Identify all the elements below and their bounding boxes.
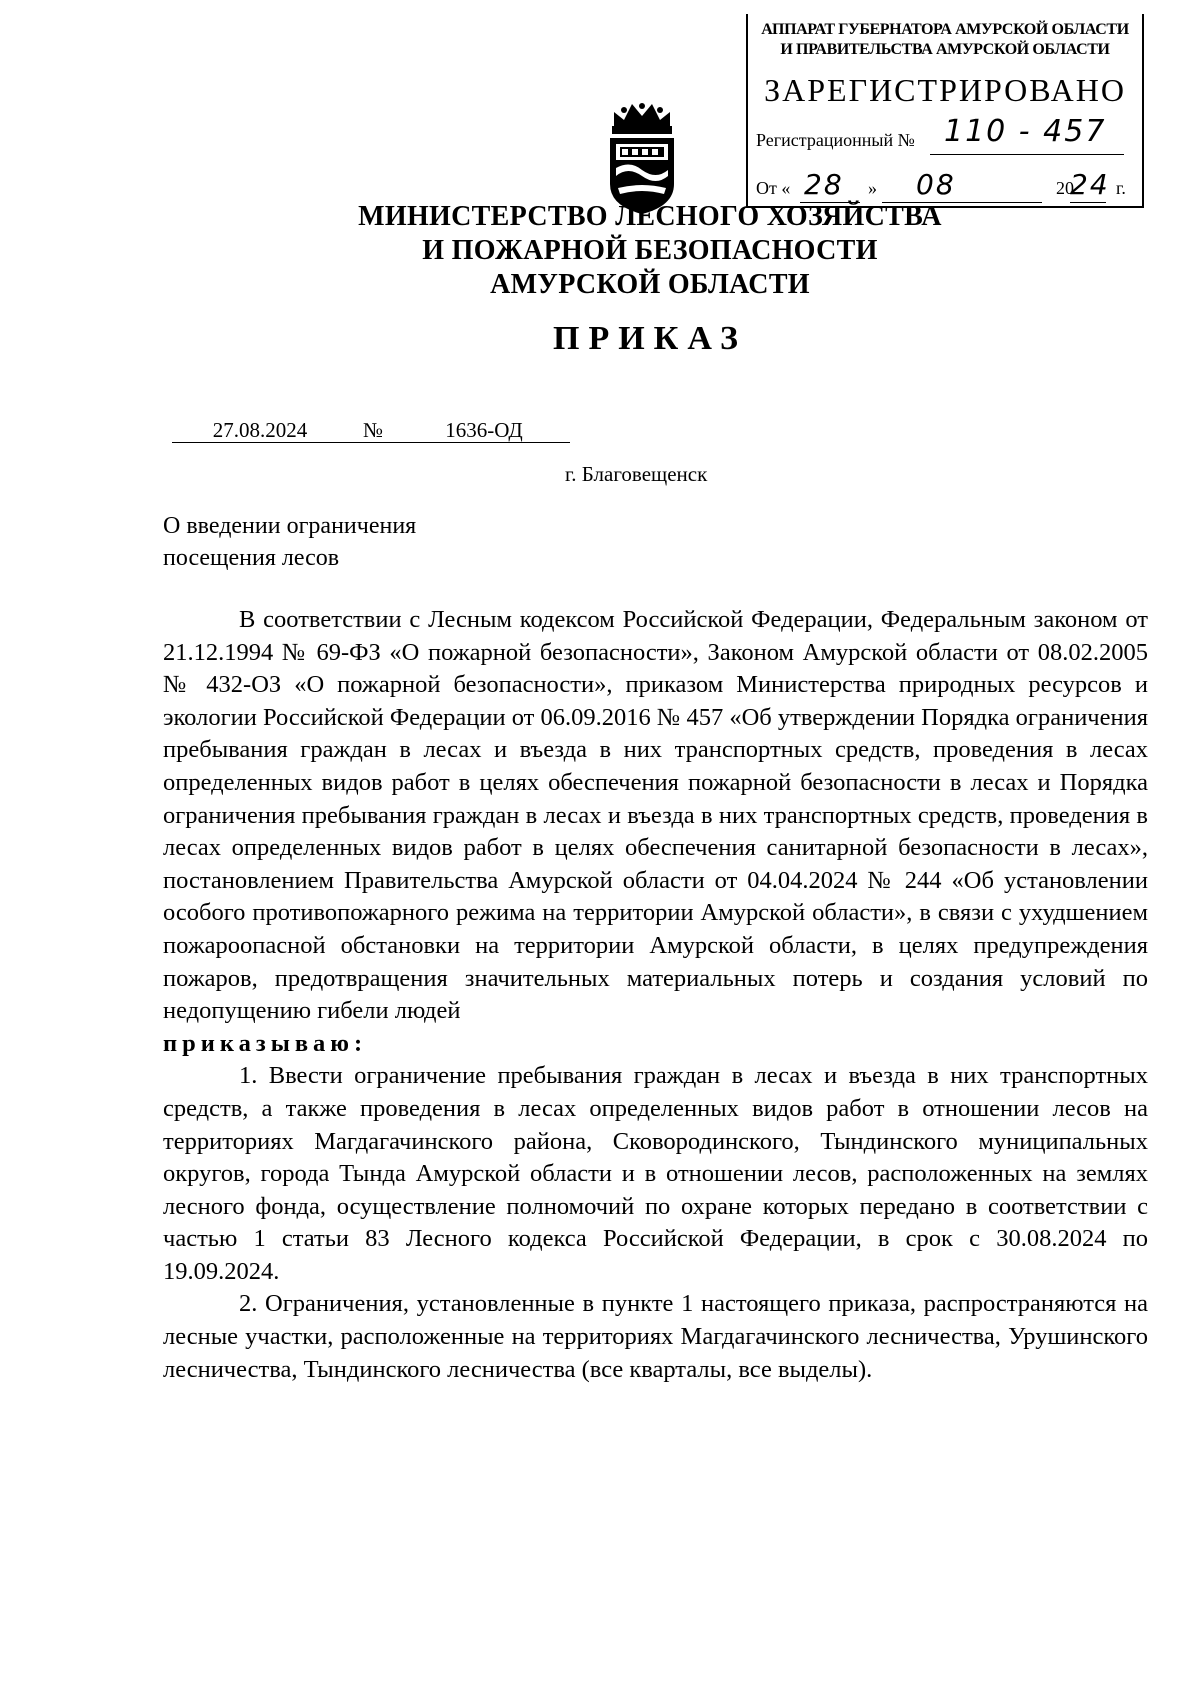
stamp-org-line1: АППАРАТ ГУБЕРНАТОРА АМУРСКОЙ ОБЛАСТИ bbox=[761, 21, 1129, 38]
stamp-date-from-label: От « bbox=[756, 178, 791, 198]
coat-of-arms-icon bbox=[600, 98, 684, 216]
preamble-paragraph: В соответствии с Лесным кодексом Российской Федерации, Федеральным законом от 21.12.1994 № 69-ФЗ «О пожарной безопасности», Законом Амурской области от 08.02.2005 № 432-ОЗ «О пожарной безопасности», приказом Министерства природных ресурсов и экологии Российской Федерации от 06.09.2016 № 457 «Об утверждении Порядка ограничения пребывания граждан в лесах и въезда в них транспортных средств, проведения в лесах определенных видов работ в целях обеспечения пожарной безопасности в лесах и Порядка ограничения пребывания граждан в лесах и въезда в них транспортных средств, проведения в лесах определенных видов работ в целях обеспечения санитарной безопасности в лесах», постановлением Правительства Амурской области от 04.04.2024 № 244 «Об установлении особого противопожарного режима на территории Амурской области», в связи с ухудшением пожароопасной обстановки на территории Амурской области, в целях предупреждения пожаров, предотвращения значительных материальных потерь и создания условий по недопущению гибели людей bbox=[163, 606, 1148, 1025]
stamp-date-sep: » bbox=[868, 178, 877, 198]
order-date: 27.08.2024 bbox=[172, 418, 348, 443]
ministry-line2: И ПОЖАРНОЙ БЕЗОПАСНОСТИ bbox=[422, 235, 878, 266]
subject-line1: О введении ограничения bbox=[163, 513, 417, 539]
ministry-line1: МИНИСТЕРСТВО ЛЕСНОГО ХОЗЯЙСТВА bbox=[358, 201, 942, 232]
item-1-paragraph: 1. Ввести ограничение пребывания граждан в лесах и въезда в них транспортных средств, а также проведения в лесах определенных видов работ в отношении лесов на территориях Магдагачинского района, Сковородинского, Тындинского муниципальных округов, города Тында Амурской области и в отношении лесов, расположенных на землях лесного фонда, осуществление полномочий по охране которых передано в соответствии с частью 1 статьи 83 Лесного кодекса Российской Федерации, в срок с 30.08.2024 по 19.09.2024. bbox=[163, 1062, 1148, 1285]
order-number-line bbox=[172, 418, 570, 443]
stamp-month-handwritten: 08 bbox=[916, 168, 956, 201]
stamp-reg-underline bbox=[930, 154, 1124, 155]
stamp-year-handwritten: 24 bbox=[1070, 168, 1110, 201]
stamp-reg-number-row bbox=[756, 130, 915, 151]
decree-word: приказываю: bbox=[163, 1029, 368, 1057]
ministry-heading bbox=[0, 200, 1200, 302]
order-number: 1636-ОД bbox=[398, 418, 570, 443]
ministry-line3: АМУРСКОЙ ОБЛАСТИ bbox=[490, 269, 810, 300]
stamp-org-line2: И ПРАВИТЕЛЬСТВА АМУРСКОЙ ОБЛАСТИ bbox=[780, 41, 1110, 58]
stamp-status: ЗАРЕГИСТРИРОВАНО bbox=[764, 72, 1126, 108]
registration-stamp bbox=[746, 14, 1144, 208]
order-body bbox=[163, 604, 1148, 1386]
subject-line2: посещения лесов bbox=[163, 545, 340, 571]
order-city: г. Благовещенск bbox=[565, 462, 708, 486]
stamp-year-prefix: 20 bbox=[1056, 178, 1074, 198]
stamp-year-end: г. bbox=[1116, 178, 1126, 198]
document-type-title: ПРИКАЗ bbox=[553, 320, 747, 357]
stamp-organization bbox=[748, 20, 1142, 60]
item-2-paragraph: 2. Ограничения, установленные в пункте 1 настоящего приказа, распространяются на лесные участки, расположенные на территориях Магдагачинского лесничества, Урушинского лесничества, Тындинского лесничества (все кварталы, все выделы). bbox=[163, 1290, 1148, 1383]
stamp-reg-label: Регистрационный № bbox=[756, 130, 915, 150]
order-subject bbox=[163, 510, 416, 574]
order-number-sign: № bbox=[348, 418, 398, 443]
stamp-day-handwritten: 28 bbox=[804, 168, 844, 201]
stamp-reg-number-handwritten: 110 - 457 bbox=[944, 114, 1107, 149]
